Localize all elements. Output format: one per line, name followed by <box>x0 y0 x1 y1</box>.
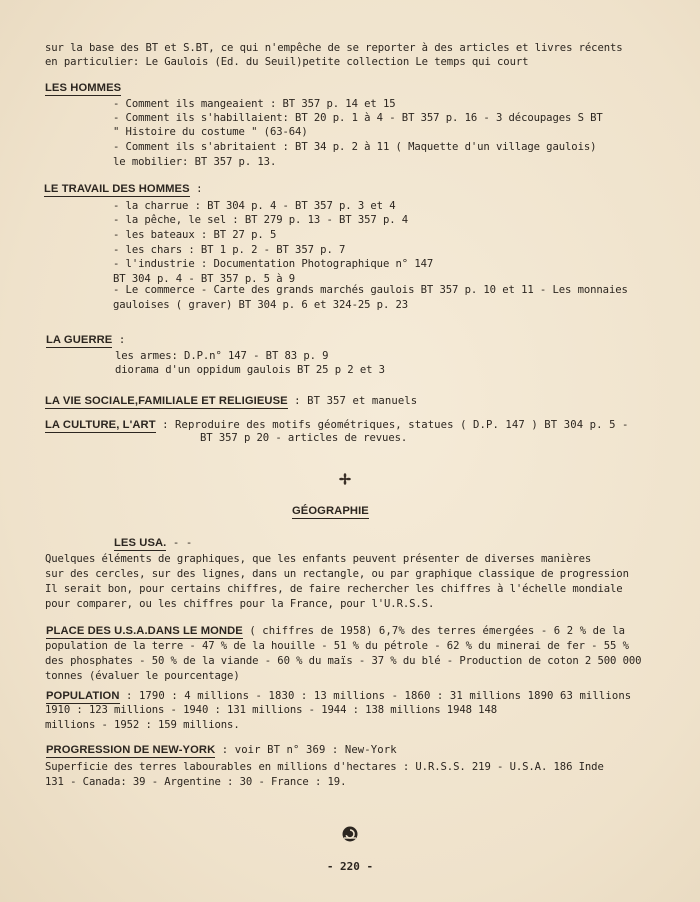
population-line: millions - 1952 : 159 millions. <box>45 719 240 731</box>
travail-line: - la charrue : BT 304 p. 4 - BT 357 p. 3 et 4 <box>113 200 396 212</box>
heading-population: POPULATION : 1790 : 4 millions - 1830 : 13 millions - 1860 : 31 millions 1890 63 millions <box>46 690 632 702</box>
geo-para-line: Il serait bon, pour certains chiffres, de faire rechercher les chiffres à l'échelle mondiale <box>45 583 623 595</box>
travail-line: - Le commerce - Carte des grands marchés gaulois BT 357 p. 10 et 11 - Les monnaies <box>113 284 628 296</box>
hommes-line: " Histoire du costume " (63-64) <box>113 126 308 138</box>
heading-vie-sociale: LA VIE SOCIALE,FAMILIALE ET RELIGIEUSE : BT 357 et manuels <box>45 395 418 407</box>
geo-para-line: Quelques éléments de graphiques, que les enfants peuvent présenter de diverses manières <box>45 553 592 565</box>
travail-line: - les bateaux : BT 27 p. 5 <box>113 229 277 241</box>
place-line: population de la terre - 47 % de la houille - 51 % du pétrole - 62 % du minerai de fer - 55 % <box>45 640 629 652</box>
star-flower-icon <box>339 473 351 485</box>
travail-line: - les chars : BT 1 p. 2 - BT 357 p. 7 <box>113 244 346 256</box>
page-number: - 220 - <box>326 860 374 873</box>
place-line: tonnes (évaluer le pourcentage) <box>45 670 240 682</box>
snail-logo-icon <box>342 826 358 842</box>
hommes-line: - Comment ils s'abritaient : BT 34 p. 2 à 11 ( Maquette d'un village gaulois) <box>113 141 597 153</box>
heading-travail: LE TRAVAIL DES HOMMES : <box>44 183 203 195</box>
travail-line: - la pêche, le sel : BT 279 p. 13 - BT 357 p. 4 <box>113 214 409 226</box>
heading-les-usa: LES USA. - - <box>114 537 193 549</box>
hommes-line: le mobilier: BT 357 p. 13. <box>113 156 277 168</box>
heading-geographie: GÉOGRAPHIE <box>292 505 369 517</box>
culture-line-2: BT 357 p 20 - articles de revues. <box>200 432 408 444</box>
heading-new-york: PROGRESSION DE NEW-YORK : voir BT n° 369 : New-York <box>46 744 397 756</box>
geo-para-line: sur des cercles, sur des lignes, dans un rectangle, ou par graphique classique de progression <box>45 568 629 580</box>
geo-para-line: pour comparer, ou les chiffres pour la France, pour l'U.R.S.S. <box>45 598 435 610</box>
hommes-line: - Comment ils s'habillaient: BT 20 p. 1 à 4 - BT 357 p. 16 - 3 découpages S BT <box>113 112 603 124</box>
heading-les-hommes: LES HOMMES <box>45 82 122 94</box>
hommes-line: - Comment ils mangeaient : BT 357 p. 14 et 15 <box>113 98 396 110</box>
travail-line: BT 304 p. 4 - BT 357 p. 5 à 9 <box>113 273 296 285</box>
newyork-line: Superficie des terres labourables en millions d'hectares : U.R.S.S. 219 - U.S.A. 186 Inde <box>45 761 604 773</box>
guerre-line: les armes: D.P.n° 147 - BT 83 p. 9 <box>115 350 329 362</box>
intro-line-1: sur la base des BT et S.BT, ce qui n'empêche de se reporter à des articles et livres récents <box>45 42 623 54</box>
travail-line: - l'industrie : Documentation Photographique n° 147 <box>113 258 434 270</box>
place-line: des phosphates - 50 % de la viande - 60 % du maïs - 37 % du blé - Production de coton 2 500 000 <box>45 655 642 667</box>
population-line: 1910 : 123 millions - 1940 : 131 millions - 1944 : 138 millions 1948 148 <box>45 704 498 716</box>
heading-culture: LA CULTURE, L'ART : Reproduire des motifs géométriques, statues ( D.P. 147 ) BT 304 p. 5 - <box>45 419 629 431</box>
heading-place-usa: PLACE DES U.S.A.DANS LE MONDE ( chiffres de 1958) 6,7% des terres émergées - 6 2 % de la <box>46 625 626 637</box>
intro-line-2: en particulier: Le Gaulois (Ed. du Seuil)petite collection Le temps qui court <box>45 56 529 68</box>
travail-line: gauloises ( graver) BT 304 p. 6 et 324-25 p. 23 <box>113 299 409 311</box>
guerre-line: diorama d'un oppidum gaulois BT 25 p 2 et 3 <box>115 364 385 376</box>
newyork-line: 131 - Canada: 39 - Argentine : 30 - France : 19. <box>45 776 347 788</box>
heading-guerre: LA GUERRE : <box>46 334 126 346</box>
